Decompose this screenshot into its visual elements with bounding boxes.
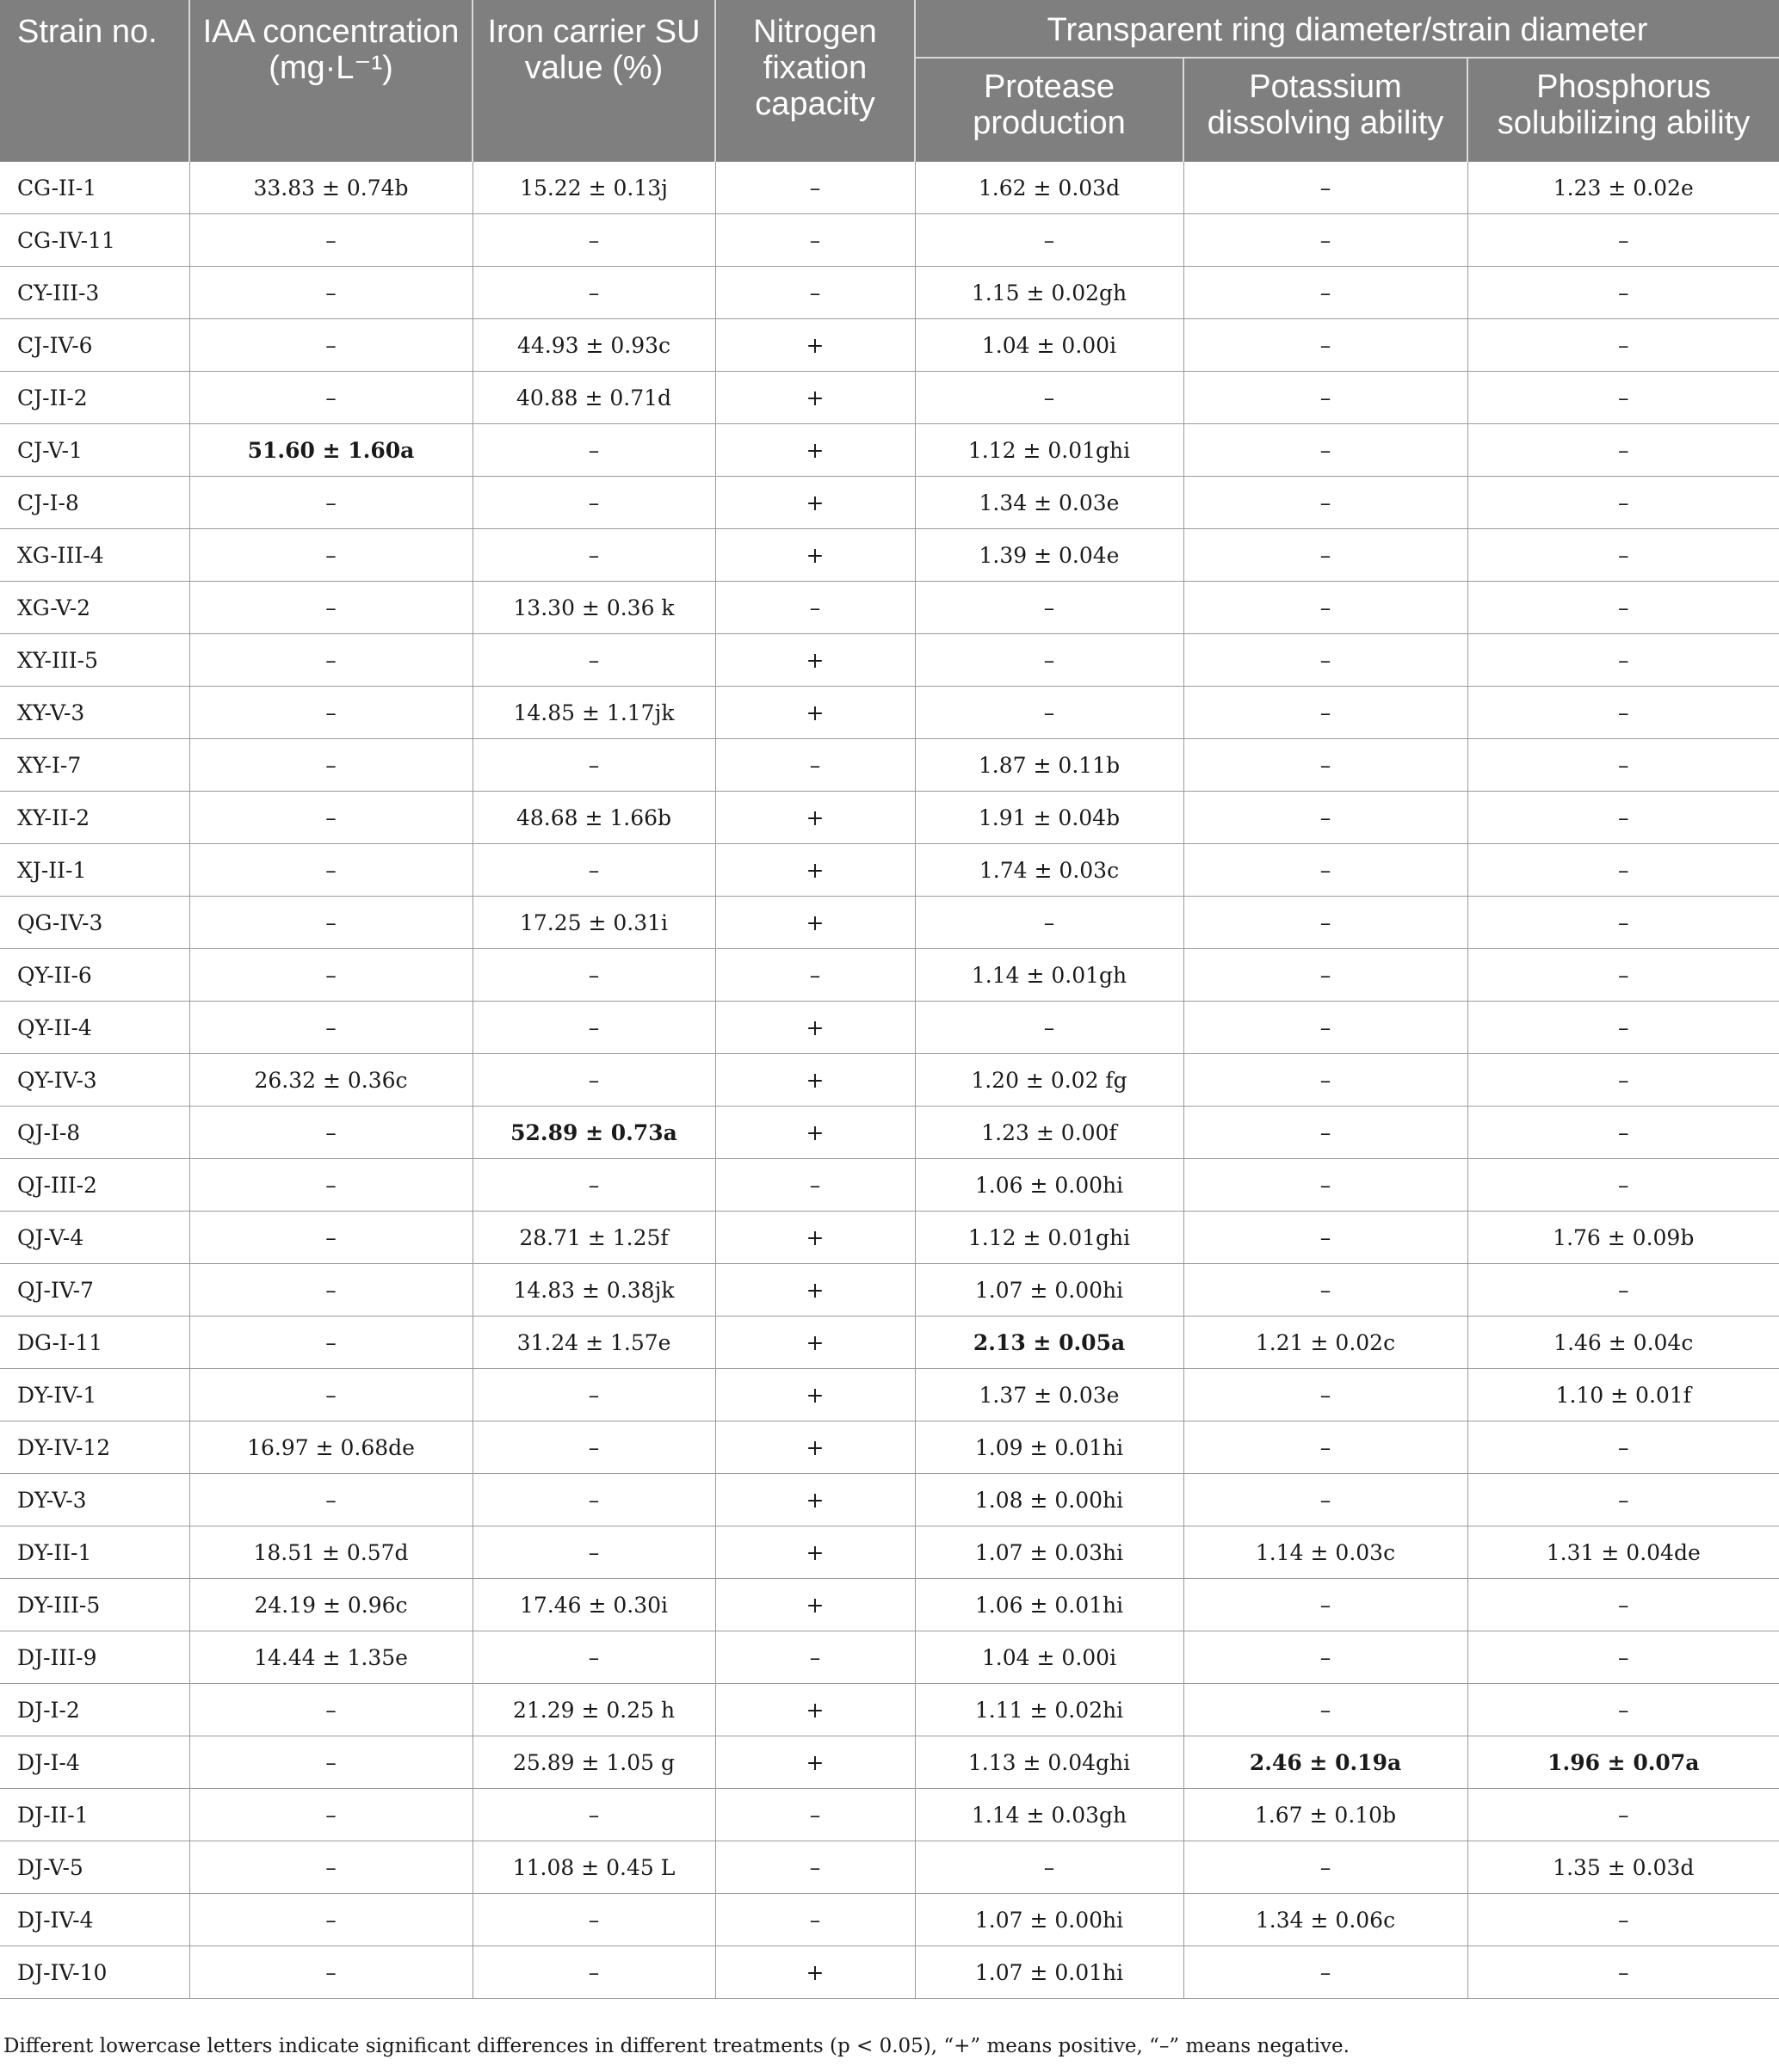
phosphorus-cell: 1.46 ± 0.04c [1467, 1317, 1779, 1369]
table-row [0, 214, 1779, 267]
strain-cell: DY-III-5 [0, 1579, 189, 1631]
header-phosphorus-solubilizing: Phosphorus solubilizing ability [1467, 58, 1779, 162]
phosphorus-cell: 1.76 ± 0.09b [1467, 1212, 1779, 1264]
potassium-cell: – [1183, 1631, 1467, 1684]
iron-carrier-cell: 15.22 ± 0.13j [473, 162, 715, 214]
potassium-cell: – [1183, 162, 1467, 214]
iaa-cell: 16.97 ± 0.68de [189, 1421, 473, 1474]
phosphorus-cell: – [1467, 319, 1779, 372]
table-row [0, 1264, 1779, 1317]
potassium-cell: – [1183, 372, 1467, 424]
phosphorus-cell: – [1467, 1789, 1779, 1841]
iaa-cell: – [189, 792, 473, 844]
nitrogen-fixation-cell: + [715, 1684, 915, 1736]
iron-carrier-cell: 52.89 ± 0.73a [473, 1107, 715, 1159]
nitrogen-fixation-cell: + [715, 1317, 915, 1369]
iron-carrier-cell: 28.71 ± 1.25f [473, 1212, 715, 1264]
phosphorus-cell: – [1467, 267, 1779, 319]
protease-cell: 1.37 ± 0.03e [915, 1369, 1183, 1421]
header-iaa-concentration: IAA concentration (mg·L⁻¹) [189, 0, 473, 162]
iaa-cell: – [189, 1369, 473, 1421]
potassium-cell: – [1183, 319, 1467, 372]
strain-cell: DJ-I-2 [0, 1684, 189, 1736]
nitrogen-fixation-cell: + [715, 319, 915, 372]
iaa-cell: – [189, 844, 473, 897]
protease-cell: – [915, 897, 1183, 949]
table-row [0, 1526, 1779, 1579]
iaa-cell: – [189, 1684, 473, 1736]
iron-carrier-cell: 14.85 ± 1.17jk [473, 687, 715, 739]
protease-cell: 1.09 ± 0.01hi [915, 1421, 1183, 1474]
table-row [0, 1579, 1779, 1631]
strain-cell: XJ-II-1 [0, 844, 189, 897]
phosphorus-cell: – [1467, 582, 1779, 634]
phosphorus-cell: – [1467, 1107, 1779, 1159]
iaa-cell: – [189, 739, 473, 792]
table-row [0, 1002, 1779, 1054]
iron-carrier-cell: – [473, 634, 715, 687]
strain-cell: DJ-V-5 [0, 1841, 189, 1894]
phosphorus-cell: – [1467, 372, 1779, 424]
potassium-cell: – [1183, 1946, 1467, 1999]
phosphorus-cell: 1.35 ± 0.03d [1467, 1841, 1779, 1894]
table-row [0, 1684, 1779, 1736]
strain-cell: CJ-V-1 [0, 424, 189, 477]
nitrogen-fixation-cell: + [715, 424, 915, 477]
protease-cell: 1.07 ± 0.01hi [915, 1946, 1183, 1999]
strain-cell: QG-IV-3 [0, 897, 189, 949]
iaa-cell: 14.44 ± 1.35e [189, 1631, 473, 1684]
iaa-cell: 24.19 ± 0.96c [189, 1579, 473, 1631]
strain-cell: QJ-I-8 [0, 1107, 189, 1159]
protease-cell: 1.06 ± 0.01hi [915, 1579, 1183, 1631]
iron-carrier-cell: – [473, 1894, 715, 1946]
nitrogen-fixation-cell: + [715, 1421, 915, 1474]
protease-cell: 1.04 ± 0.00i [915, 1631, 1183, 1684]
iaa-cell: – [189, 529, 473, 582]
potassium-cell: – [1183, 1579, 1467, 1631]
iron-carrier-cell: – [473, 214, 715, 267]
potassium-cell: – [1183, 1107, 1467, 1159]
strain-cell: XY-III-5 [0, 634, 189, 687]
nitrogen-fixation-cell: – [715, 582, 915, 634]
iron-carrier-cell: 13.30 ± 0.36 k [473, 582, 715, 634]
potassium-cell: – [1183, 1684, 1467, 1736]
iaa-cell: – [189, 1789, 473, 1841]
strain-cell: CJ-II-2 [0, 372, 189, 424]
iron-carrier-cell: – [473, 1369, 715, 1421]
phosphorus-cell: – [1467, 1579, 1779, 1631]
nitrogen-fixation-cell: + [715, 1002, 915, 1054]
strain-cell: XG-V-2 [0, 582, 189, 634]
potassium-cell: – [1183, 267, 1467, 319]
iaa-cell: – [189, 1317, 473, 1369]
table-row [0, 844, 1779, 897]
table-row [0, 1159, 1779, 1212]
table-footnote: Different lowercase letters indicate significant differences in different treatments (p < 0.05), “+” means positive, “–” means negative. [3, 2035, 1350, 2057]
nitrogen-fixation-cell: + [715, 897, 915, 949]
potassium-cell: – [1183, 477, 1467, 529]
iaa-cell: – [189, 634, 473, 687]
phosphorus-cell: – [1467, 897, 1779, 949]
strain-cell: QJ-III-2 [0, 1159, 189, 1212]
protease-cell: 1.13 ± 0.04ghi [915, 1736, 1183, 1789]
strain-cell: QJ-IV-7 [0, 1264, 189, 1317]
phosphorus-cell: – [1467, 477, 1779, 529]
strain-cell: DJ-III-9 [0, 1631, 189, 1684]
iron-carrier-cell: 40.88 ± 0.71d [473, 372, 715, 424]
iaa-cell: – [189, 1264, 473, 1317]
protease-cell: 1.20 ± 0.02 fg [915, 1054, 1183, 1107]
phosphorus-cell: – [1467, 739, 1779, 792]
strain-cell: XY-I-7 [0, 739, 189, 792]
iron-carrier-cell: – [473, 949, 715, 1002]
potassium-cell: 2.46 ± 0.19a [1183, 1736, 1467, 1789]
header-strain-no: Strain no. [0, 0, 189, 162]
nitrogen-fixation-cell: – [715, 739, 915, 792]
iron-carrier-cell: 25.89 ± 1.05 g [473, 1736, 715, 1789]
protease-cell: – [915, 582, 1183, 634]
table-row [0, 1841, 1779, 1894]
iaa-cell: – [189, 949, 473, 1002]
iron-carrier-cell: – [473, 1054, 715, 1107]
strain-cell: DJ-IV-10 [0, 1946, 189, 1999]
iaa-cell: 33.83 ± 0.74b [189, 162, 473, 214]
table-row [0, 319, 1779, 372]
protease-cell: 1.04 ± 0.00i [915, 319, 1183, 372]
nitrogen-fixation-cell: – [715, 1841, 915, 1894]
header-potassium-dissolving: Potassium dissolving ability [1183, 58, 1467, 162]
iaa-cell: – [189, 214, 473, 267]
header-iron-carrier-su: Iron carrier SU value (%) [473, 0, 715, 162]
iron-carrier-cell: 21.29 ± 0.25 h [473, 1684, 715, 1736]
phosphorus-cell: – [1467, 214, 1779, 267]
protease-cell: 1.34 ± 0.03e [915, 477, 1183, 529]
strain-cell: XY-II-2 [0, 792, 189, 844]
iaa-cell: – [189, 582, 473, 634]
potassium-cell: – [1183, 582, 1467, 634]
iaa-cell: – [189, 1159, 473, 1212]
phosphorus-cell: – [1467, 949, 1779, 1002]
iron-carrier-cell: – [473, 477, 715, 529]
iron-carrier-cell: 31.24 ± 1.57e [473, 1317, 715, 1369]
table-row [0, 162, 1779, 214]
protease-cell: 1.14 ± 0.03gh [915, 1789, 1183, 1841]
potassium-cell: – [1183, 1212, 1467, 1264]
nitrogen-fixation-cell: + [715, 529, 915, 582]
nitrogen-fixation-cell: – [715, 1159, 915, 1212]
protease-cell: 1.07 ± 0.03hi [915, 1526, 1183, 1579]
table-row [0, 739, 1779, 792]
strain-cell: DY-V-3 [0, 1474, 189, 1526]
table-row [0, 477, 1779, 529]
strain-cell: DG-I-11 [0, 1317, 189, 1369]
nitrogen-fixation-cell: + [715, 1264, 915, 1317]
protease-cell: – [915, 214, 1183, 267]
potassium-cell: – [1183, 897, 1467, 949]
iaa-cell: – [189, 897, 473, 949]
potassium-cell: – [1183, 1474, 1467, 1526]
phosphorus-cell: – [1467, 687, 1779, 739]
strain-cell: CG-II-1 [0, 162, 189, 214]
strain-cell: QY-II-4 [0, 1002, 189, 1054]
table-row [0, 1736, 1779, 1789]
iaa-cell: – [189, 267, 473, 319]
iron-carrier-cell: – [473, 1789, 715, 1841]
table-body [0, 162, 1779, 1999]
phosphorus-cell: – [1467, 1684, 1779, 1736]
phosphorus-cell: – [1467, 1159, 1779, 1212]
protease-cell: 1.06 ± 0.00hi [915, 1159, 1183, 1212]
iaa-cell: – [189, 1946, 473, 1999]
phosphorus-cell: – [1467, 1054, 1779, 1107]
protease-cell: 1.74 ± 0.03c [915, 844, 1183, 897]
strain-cell: DY-II-1 [0, 1526, 189, 1579]
strain-cell: CJ-IV-6 [0, 319, 189, 372]
nitrogen-fixation-cell: + [715, 1946, 915, 1999]
iron-carrier-cell: 44.93 ± 0.93c [473, 319, 715, 372]
strain-cell: XG-III-4 [0, 529, 189, 582]
iaa-cell: 51.60 ± 1.60a [189, 424, 473, 477]
iron-carrier-cell: – [473, 1421, 715, 1474]
strain-cell: DJ-II-1 [0, 1789, 189, 1841]
phosphorus-cell: – [1467, 1894, 1779, 1946]
table-row [0, 897, 1779, 949]
potassium-cell: 1.67 ± 0.10b [1183, 1789, 1467, 1841]
table-row [0, 1212, 1779, 1264]
potassium-cell: – [1183, 424, 1467, 477]
table-row [0, 1317, 1779, 1369]
phosphorus-cell: – [1467, 844, 1779, 897]
potassium-cell: – [1183, 949, 1467, 1002]
phosphorus-cell: – [1467, 1002, 1779, 1054]
header-transparent-ring-group: Transparent ring diameter/strain diameter [915, 0, 1779, 58]
table-row [0, 1421, 1779, 1474]
protease-cell: 1.91 ± 0.04b [915, 792, 1183, 844]
iron-carrier-cell: – [473, 1159, 715, 1212]
potassium-cell: 1.14 ± 0.03c [1183, 1526, 1467, 1579]
iron-carrier-cell: – [473, 1474, 715, 1526]
phosphorus-cell: – [1467, 634, 1779, 687]
iron-carrier-cell: – [473, 424, 715, 477]
iaa-cell: – [189, 372, 473, 424]
iaa-cell: – [189, 1002, 473, 1054]
nitrogen-fixation-cell: + [715, 477, 915, 529]
nitrogen-fixation-cell: + [715, 1054, 915, 1107]
nitrogen-fixation-cell: + [715, 1369, 915, 1421]
strain-cell: QY-II-6 [0, 949, 189, 1002]
nitrogen-fixation-cell: – [715, 949, 915, 1002]
iaa-cell: – [189, 1736, 473, 1789]
potassium-cell: – [1183, 1841, 1467, 1894]
nitrogen-fixation-cell: + [715, 1474, 915, 1526]
protease-cell: 1.07 ± 0.00hi [915, 1894, 1183, 1946]
table-row [0, 582, 1779, 634]
strain-cell: QJ-V-4 [0, 1212, 189, 1264]
potassium-cell: – [1183, 634, 1467, 687]
iron-carrier-cell: – [473, 267, 715, 319]
header-nitrogen-fixation: Nitrogen fixation capacity [715, 0, 915, 162]
protease-cell: 1.12 ± 0.01ghi [915, 1212, 1183, 1264]
strain-cell: DY-IV-12 [0, 1421, 189, 1474]
nitrogen-fixation-cell: – [715, 267, 915, 319]
iron-carrier-cell: 14.83 ± 0.38jk [473, 1264, 715, 1317]
table-row [0, 634, 1779, 687]
protease-cell: 1.39 ± 0.04e [915, 529, 1183, 582]
table-row [0, 1789, 1779, 1841]
nitrogen-fixation-cell: – [715, 1894, 915, 1946]
phosphorus-cell: 1.10 ± 0.01f [1467, 1369, 1779, 1421]
iaa-cell: – [189, 319, 473, 372]
nitrogen-fixation-cell: + [715, 1107, 915, 1159]
nitrogen-fixation-cell: + [715, 687, 915, 739]
iron-carrier-cell: 48.68 ± 1.66b [473, 792, 715, 844]
iron-carrier-cell: – [473, 844, 715, 897]
protease-cell: 2.13 ± 0.05a [915, 1317, 1183, 1369]
iaa-cell: – [189, 1841, 473, 1894]
phosphorus-cell: – [1467, 529, 1779, 582]
nitrogen-fixation-cell: – [715, 1789, 915, 1841]
nitrogen-fixation-cell: + [715, 792, 915, 844]
table-row [0, 1631, 1779, 1684]
iron-carrier-cell: – [473, 1002, 715, 1054]
iron-carrier-cell: – [473, 1946, 715, 1999]
protease-cell: – [915, 634, 1183, 687]
protease-cell: – [915, 687, 1183, 739]
strain-cell: DJ-I-4 [0, 1736, 189, 1789]
table-row [0, 529, 1779, 582]
potassium-cell: – [1183, 1159, 1467, 1212]
protease-cell: 1.12 ± 0.01ghi [915, 424, 1183, 477]
phosphorus-cell: – [1467, 792, 1779, 844]
iron-carrier-cell: 11.08 ± 0.45 L [473, 1841, 715, 1894]
potassium-cell: – [1183, 844, 1467, 897]
phosphorus-cell: – [1467, 1264, 1779, 1317]
phosphorus-cell: 1.23 ± 0.02e [1467, 162, 1779, 214]
potassium-cell: – [1183, 1054, 1467, 1107]
potassium-cell: – [1183, 1002, 1467, 1054]
potassium-cell: 1.34 ± 0.06c [1183, 1894, 1467, 1946]
protease-cell: – [915, 1841, 1183, 1894]
iaa-cell: – [189, 1212, 473, 1264]
table-row [0, 372, 1779, 424]
protease-cell: 1.62 ± 0.03d [915, 162, 1183, 214]
potassium-cell: – [1183, 739, 1467, 792]
strain-cell: DY-IV-1 [0, 1369, 189, 1421]
nitrogen-fixation-cell: + [715, 634, 915, 687]
iaa-cell: – [189, 1894, 473, 1946]
header-protease-production: Protease production [915, 58, 1183, 162]
iaa-cell: – [189, 477, 473, 529]
iaa-cell: 26.32 ± 0.36c [189, 1054, 473, 1107]
protease-cell: 1.15 ± 0.02gh [915, 267, 1183, 319]
protease-cell: 1.11 ± 0.02hi [915, 1684, 1183, 1736]
iaa-cell: 18.51 ± 0.57d [189, 1526, 473, 1579]
iron-carrier-cell: – [473, 1526, 715, 1579]
iaa-cell: – [189, 1107, 473, 1159]
table-row [0, 687, 1779, 739]
potassium-cell: – [1183, 687, 1467, 739]
nitrogen-fixation-cell: + [715, 1526, 915, 1579]
phosphorus-cell: 1.31 ± 0.04de [1467, 1526, 1779, 1579]
table-row [0, 1894, 1779, 1946]
protease-cell: 1.07 ± 0.00hi [915, 1264, 1183, 1317]
phosphorus-cell: – [1467, 1946, 1779, 1999]
phosphorus-cell: – [1467, 1474, 1779, 1526]
table-row [0, 267, 1779, 319]
protease-cell: – [915, 1002, 1183, 1054]
protease-cell: 1.08 ± 0.00hi [915, 1474, 1183, 1526]
nitrogen-fixation-cell: – [715, 1631, 915, 1684]
iron-carrier-cell: – [473, 529, 715, 582]
protease-cell: 1.14 ± 0.01gh [915, 949, 1183, 1002]
potassium-cell: – [1183, 529, 1467, 582]
iaa-cell: – [189, 1474, 473, 1526]
nitrogen-fixation-cell: – [715, 214, 915, 267]
protease-cell: – [915, 372, 1183, 424]
table-row [0, 1054, 1779, 1107]
table-row [0, 1107, 1779, 1159]
nitrogen-fixation-cell: + [715, 844, 915, 897]
strain-cell: QY-IV-3 [0, 1054, 189, 1107]
iron-carrier-cell: 17.46 ± 0.30i [473, 1579, 715, 1631]
table-row [0, 1946, 1779, 1999]
iron-carrier-cell: – [473, 1631, 715, 1684]
strain-cell: DJ-IV-4 [0, 1894, 189, 1946]
strain-cell: XY-V-3 [0, 687, 189, 739]
potassium-cell: – [1183, 1421, 1467, 1474]
potassium-cell: 1.21 ± 0.02c [1183, 1317, 1467, 1369]
nitrogen-fixation-cell: + [715, 372, 915, 424]
table-row [0, 949, 1779, 1002]
table-row [0, 1369, 1779, 1421]
phosphorus-cell: – [1467, 1421, 1779, 1474]
protease-cell: 1.87 ± 0.11b [915, 739, 1183, 792]
potassium-cell: – [1183, 792, 1467, 844]
protease-cell: 1.23 ± 0.00f [915, 1107, 1183, 1159]
potassium-cell: – [1183, 214, 1467, 267]
phosphorus-cell: 1.96 ± 0.07a [1467, 1736, 1779, 1789]
iron-carrier-cell: – [473, 739, 715, 792]
phosphorus-cell: – [1467, 1631, 1779, 1684]
table-row [0, 792, 1779, 844]
nitrogen-fixation-cell: + [715, 1212, 915, 1264]
nitrogen-fixation-cell: + [715, 1736, 915, 1789]
strain-cell: CY-III-3 [0, 267, 189, 319]
table-row [0, 424, 1779, 477]
iron-carrier-cell: 17.25 ± 0.31i [473, 897, 715, 949]
nitrogen-fixation-cell: – [715, 162, 915, 214]
iaa-cell: – [189, 687, 473, 739]
phosphorus-cell: – [1467, 424, 1779, 477]
potassium-cell: – [1183, 1369, 1467, 1421]
potassium-cell: – [1183, 1264, 1467, 1317]
table-row [0, 1474, 1779, 1526]
strain-cell: CG-IV-11 [0, 214, 189, 267]
strain-cell: CJ-I-8 [0, 477, 189, 529]
nitrogen-fixation-cell: + [715, 1579, 915, 1631]
